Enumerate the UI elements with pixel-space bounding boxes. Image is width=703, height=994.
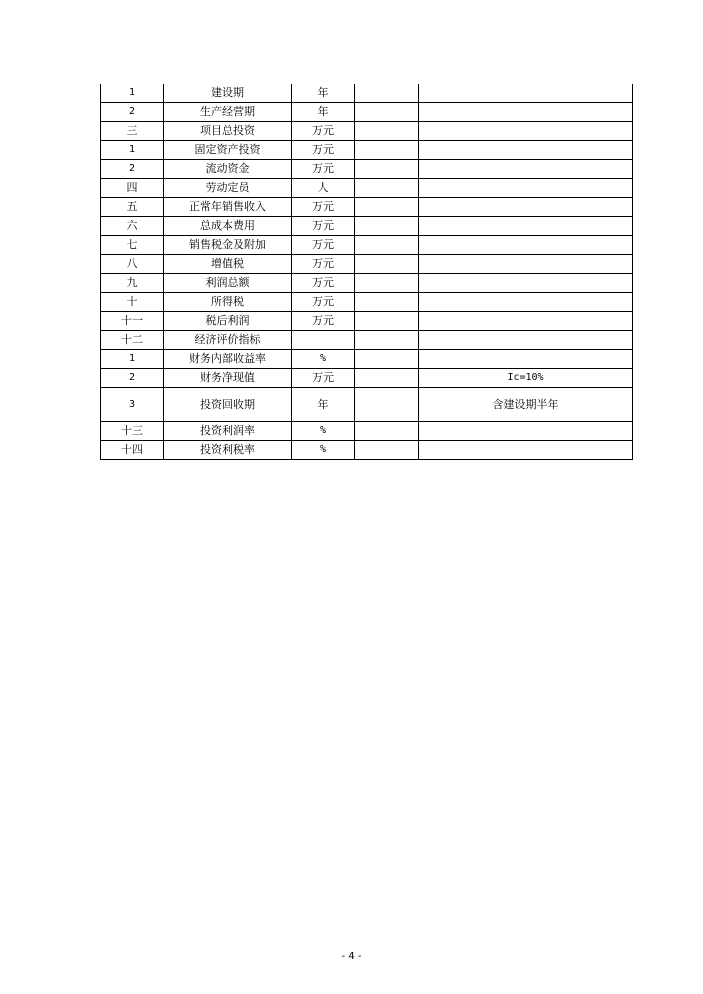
- row-unit: 万元: [292, 293, 355, 312]
- row-value: [355, 122, 419, 141]
- row-item: 销售税金及附加: [164, 236, 292, 255]
- row-number: 三: [101, 122, 164, 141]
- row-note: [419, 179, 633, 198]
- table-row: [101, 198, 633, 217]
- table-row: [101, 293, 633, 312]
- row-number: 2: [101, 103, 164, 122]
- row-note: [419, 84, 633, 103]
- row-unit: 万元: [292, 312, 355, 331]
- row-value: [355, 103, 419, 122]
- row-note: [419, 122, 633, 141]
- row-note: [419, 160, 633, 179]
- row-item: 正常年销售收入: [164, 198, 292, 217]
- table-row: [101, 179, 633, 198]
- row-unit: 万元: [292, 141, 355, 160]
- row-number: 十二: [101, 331, 164, 350]
- row-note: [419, 236, 633, 255]
- row-note: [419, 422, 633, 441]
- row-item: 税后利润: [164, 312, 292, 331]
- row-value: [355, 255, 419, 274]
- row-value: [355, 350, 419, 369]
- row-number: 十三: [101, 422, 164, 441]
- row-item: 生产经营期: [164, 103, 292, 122]
- row-note: Ic=10%: [419, 369, 633, 388]
- table-row: [101, 274, 633, 293]
- row-number: 1: [101, 141, 164, 160]
- row-number: 十四: [101, 441, 164, 460]
- row-number: 五: [101, 198, 164, 217]
- row-item: 利润总额: [164, 274, 292, 293]
- table-row: [101, 217, 633, 236]
- table-row: [101, 331, 633, 350]
- row-item: 项目总投资: [164, 122, 292, 141]
- row-note: [419, 141, 633, 160]
- table-row: [101, 141, 633, 160]
- row-item: 建设期: [164, 84, 292, 103]
- table-row: [101, 350, 633, 369]
- row-value: [355, 331, 419, 350]
- row-unit: 万元: [292, 122, 355, 141]
- row-note: [419, 255, 633, 274]
- row-item: 固定资产投资: [164, 141, 292, 160]
- indicator-table: [100, 84, 633, 460]
- row-unit: 万元: [292, 369, 355, 388]
- row-value: [355, 198, 419, 217]
- row-unit: %: [292, 422, 355, 441]
- row-number: 十: [101, 293, 164, 312]
- row-value: [355, 274, 419, 293]
- row-item: 经济评价指标: [164, 331, 292, 350]
- row-note: [419, 103, 633, 122]
- row-item: 增值税: [164, 255, 292, 274]
- row-number: 1: [101, 84, 164, 103]
- row-note: [419, 312, 633, 331]
- row-item: 流动资金: [164, 160, 292, 179]
- page-number: - 4 -: [341, 951, 362, 962]
- row-unit: 万元: [292, 160, 355, 179]
- row-value: [355, 293, 419, 312]
- row-item: 总成本费用: [164, 217, 292, 236]
- table-row: [101, 236, 633, 255]
- row-note: [419, 198, 633, 217]
- row-value: [355, 312, 419, 331]
- table-row: [101, 369, 633, 388]
- row-number: 四: [101, 179, 164, 198]
- row-note: [419, 441, 633, 460]
- row-number: 八: [101, 255, 164, 274]
- row-item: 所得税: [164, 293, 292, 312]
- row-unit: 年: [292, 84, 355, 103]
- row-number: 七: [101, 236, 164, 255]
- row-unit: 人: [292, 179, 355, 198]
- row-item: 财务内部收益率: [164, 350, 292, 369]
- row-unit: 万元: [292, 217, 355, 236]
- table-row: [101, 388, 633, 422]
- table-row: [101, 84, 633, 103]
- table-row: [101, 160, 633, 179]
- row-number: 十一: [101, 312, 164, 331]
- table-row: [101, 103, 633, 122]
- row-note: [419, 293, 633, 312]
- row-value: [355, 160, 419, 179]
- row-note: [419, 274, 633, 293]
- row-number: 2: [101, 160, 164, 179]
- row-unit: 万元: [292, 236, 355, 255]
- row-value: [355, 217, 419, 236]
- table-row: [101, 122, 633, 141]
- row-value: [355, 84, 419, 103]
- table-row: [101, 441, 633, 460]
- row-value: [355, 141, 419, 160]
- row-number: 六: [101, 217, 164, 236]
- row-number: 1: [101, 350, 164, 369]
- row-item: 投资利润率: [164, 422, 292, 441]
- row-value: [355, 179, 419, 198]
- row-item: 投资回收期: [164, 388, 292, 422]
- row-number: 九: [101, 274, 164, 293]
- row-note: [419, 217, 633, 236]
- row-item: 投资利税率: [164, 441, 292, 460]
- row-unit: %: [292, 350, 355, 369]
- row-unit: 年: [292, 103, 355, 122]
- row-value: [355, 441, 419, 460]
- table-row: [101, 422, 633, 441]
- row-value: [355, 422, 419, 441]
- row-number: 2: [101, 369, 164, 388]
- row-unit: 万元: [292, 274, 355, 293]
- row-unit: [292, 331, 355, 350]
- indicator-table-container: [100, 84, 632, 460]
- row-unit: 万元: [292, 198, 355, 217]
- row-item: 劳动定员: [164, 179, 292, 198]
- row-value: [355, 369, 419, 388]
- table-row: [101, 255, 633, 274]
- row-unit: %: [292, 441, 355, 460]
- row-value: [355, 388, 419, 422]
- row-number: 3: [101, 388, 164, 422]
- row-value: [355, 236, 419, 255]
- row-item: 财务净现值: [164, 369, 292, 388]
- table-row: [101, 312, 633, 331]
- row-note: 含建设期半年: [419, 388, 633, 422]
- row-unit: 年: [292, 388, 355, 422]
- row-note: [419, 331, 633, 350]
- row-unit: 万元: [292, 255, 355, 274]
- row-note: [419, 350, 633, 369]
